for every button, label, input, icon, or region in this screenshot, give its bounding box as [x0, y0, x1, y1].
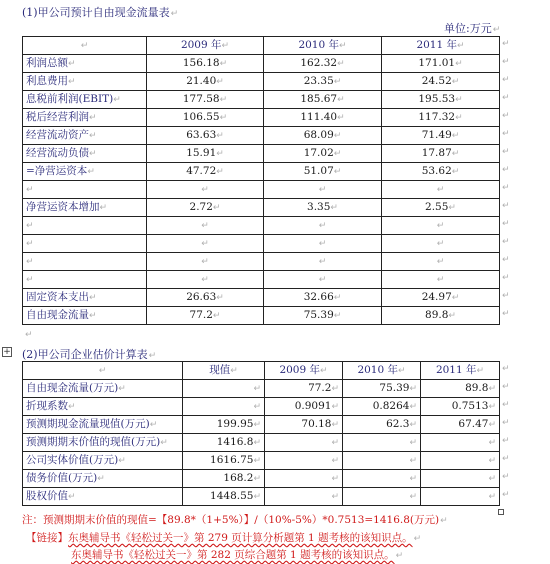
cell-value: ↵ — [343, 434, 421, 452]
cell-value: 1448.55↵ — [183, 488, 265, 506]
table-row — [23, 253, 500, 271]
row-label: 公司实体价值(万元)↵ — [23, 452, 183, 470]
row-label: ↵ — [23, 217, 147, 235]
row-end-mark: ↵ — [502, 490, 510, 500]
column-header: 2010 年↵ — [343, 362, 421, 380]
cell-value: ↵ — [343, 488, 421, 506]
cell-value: 0.8264↵ — [343, 398, 421, 416]
cell-value: 199.95↵ — [183, 416, 265, 434]
row-end-mark: ↵ — [502, 418, 510, 428]
cell-value: 0.9091↵ — [265, 398, 343, 416]
cell-value: ↵ — [147, 235, 264, 253]
table1-unit: 单位:万元↵ — [444, 22, 501, 35]
row-label: 股权价值↵ — [23, 488, 183, 506]
cell-value: ↵ — [147, 217, 264, 235]
cell-value: 24.97↵ — [382, 289, 500, 307]
table-row — [23, 380, 500, 398]
note-link-1: 【链接】东奥辅导书《轻松过关一》第 279 页计算分析题第 1 题考核的该知识点。↵ — [26, 532, 422, 544]
cell-value: 51.07↵ — [264, 163, 382, 181]
cell-value: ↵ — [183, 398, 265, 416]
cell-value: 195.53↵ — [382, 91, 500, 109]
cell-value: 177.58↵ — [147, 91, 264, 109]
cell-value: 15.91↵ — [147, 145, 264, 163]
table-row — [23, 271, 500, 289]
row-label: 债务价值(万元)↵ — [23, 470, 183, 488]
cell-value: 53.62↵ — [382, 163, 500, 181]
cell-value: 185.67↵ — [264, 91, 382, 109]
cell-value: ↵ — [421, 470, 500, 488]
row-label: 预测期现金流量现值(万元)↵ — [23, 416, 183, 434]
row-label: 税后经营利润↵ — [23, 109, 147, 127]
cell-value: ↵ — [421, 488, 500, 506]
table-row — [23, 217, 500, 235]
cell-value: 17.02↵ — [264, 145, 382, 163]
row-end-mark: ↵ — [502, 237, 510, 247]
row-label: 净营运资本增加↵ — [23, 199, 147, 217]
cell-value: ↵ — [421, 434, 500, 452]
cell-value: 71.49↵ — [382, 127, 500, 145]
cell-value: 70.18↵ — [265, 416, 343, 434]
note-link-2: 东奥辅导书《轻松过关一》第 282 页综合题第 1 题考核的该知识点。↵ — [71, 549, 404, 561]
cell-value: ↵ — [382, 271, 500, 289]
cell-value: ↵ — [264, 217, 382, 235]
cell-value: 77.2↵ — [147, 307, 264, 325]
row-end-mark: ↵ — [502, 436, 510, 446]
table-row — [23, 109, 500, 127]
cell-value: ↵ — [382, 181, 500, 199]
column-header: 2011 年↵ — [382, 37, 500, 55]
cell-value: ↵ — [147, 271, 264, 289]
row-end-mark: ↵ — [502, 291, 510, 301]
table-row — [23, 307, 500, 325]
row-label: ↵ — [23, 235, 147, 253]
table-row — [23, 398, 500, 416]
row-end-mark: ↵ — [502, 255, 510, 265]
cell-value: ↵ — [421, 452, 500, 470]
row-end-mark: ↵ — [502, 454, 510, 464]
cell-value: 89.8↵ — [382, 307, 500, 325]
table1-title: (1)甲公司预计自由现金流量表↵ — [22, 6, 179, 19]
free-cash-flow-table — [22, 36, 500, 325]
cell-value: ↵ — [183, 380, 265, 398]
cell-value: 26.63↵ — [147, 289, 264, 307]
cell-value: ↵ — [343, 470, 421, 488]
cell-value: ↵ — [265, 434, 343, 452]
cell-value: ↵ — [147, 181, 264, 199]
table-move-handle-icon[interactable]: + — [3, 347, 11, 357]
row-end-mark: ↵ — [502, 129, 510, 139]
row-label: =净营运资本↵ — [23, 163, 147, 181]
cell-value: ↵ — [343, 452, 421, 470]
table-row — [23, 235, 500, 253]
table-header-row — [23, 362, 500, 380]
cell-value: 2.72↵ — [147, 199, 264, 217]
cell-value: 17.87↵ — [382, 145, 500, 163]
cell-value: 106.55↵ — [147, 109, 264, 127]
cell-value: 1616.75↵ — [183, 452, 265, 470]
cell-value: ↵ — [147, 253, 264, 271]
cell-value: ↵ — [264, 253, 382, 271]
cell-value: ↵ — [265, 470, 343, 488]
column-header: 2009 年↵ — [265, 362, 343, 380]
cell-value: 24.52↵ — [382, 73, 500, 91]
row-end-mark: ↵ — [502, 201, 510, 211]
row-end-mark: ↵ — [502, 219, 510, 229]
cell-value: 168.2↵ — [183, 470, 265, 488]
row-label: 预测期期末价值的现值(万元)↵ — [23, 434, 183, 452]
row-end-mark: ↵ — [502, 75, 510, 85]
table-row — [23, 199, 500, 217]
row-label: 利息费用↵ — [23, 73, 147, 91]
cell-value: 1416.8↵ — [183, 434, 265, 452]
row-end-mark: ↵ — [502, 147, 510, 157]
row-label: 息税前利润(EBIT)↵ — [23, 91, 147, 109]
column-header: 2011 年↵ — [421, 362, 500, 380]
cell-value: ↵ — [264, 271, 382, 289]
row-end-mark: ↵ — [502, 400, 510, 410]
cell-value: 21.40↵ — [147, 73, 264, 91]
cell-value: 89.8↵ — [421, 380, 500, 398]
column-header: 2010 年↵ — [264, 37, 382, 55]
column-header: 现值↵ — [183, 362, 265, 380]
table-row — [23, 434, 500, 452]
row-label: 折现系数↵ — [23, 398, 183, 416]
row-label: ↵ — [23, 181, 147, 199]
row-label: 经营流动资产↵ — [23, 127, 147, 145]
cell-value: 62.3↵ — [343, 416, 421, 434]
row-end-mark: ↵ — [502, 183, 510, 193]
table2-title: (2)甲公司企业估价计算表↵ — [22, 348, 157, 361]
column-header: ↵ — [23, 37, 147, 55]
table-row — [23, 163, 500, 181]
cell-value: ↵ — [264, 181, 382, 199]
row-end-mark: ↵ — [502, 93, 510, 103]
row-end-mark: ↵ — [502, 39, 510, 49]
cell-value: 0.7513↵ — [421, 398, 500, 416]
cell-value: 32.66↵ — [264, 289, 382, 307]
cell-value: 171.01↵ — [382, 55, 500, 73]
table-header-row — [23, 37, 500, 55]
table-row — [23, 73, 500, 91]
cell-value: 117.32↵ — [382, 109, 500, 127]
row-end-mark: ↵ — [502, 111, 510, 121]
table-row — [23, 470, 500, 488]
table-row — [23, 289, 500, 307]
table-row — [23, 91, 500, 109]
cell-value: ↵ — [382, 253, 500, 271]
row-label: 经营流动负债↵ — [23, 145, 147, 163]
cell-value: 77.2↵ — [265, 380, 343, 398]
cell-value: 75.39↵ — [264, 307, 382, 325]
cell-value: 68.09↵ — [264, 127, 382, 145]
row-label: 固定资本支出↵ — [23, 289, 147, 307]
cell-value: 75.39↵ — [343, 380, 421, 398]
paragraph-mark: ↵ — [25, 330, 33, 340]
table-row — [23, 127, 500, 145]
note-formula: 注：预测期期末价值的现值=【89.8*（1+5%）】/（10%-5%）*0.7513=1416.8(万元)↵ — [22, 514, 448, 526]
cell-value: ↵ — [382, 235, 500, 253]
row-label: ↵ — [23, 253, 147, 271]
row-label: 利润总额↵ — [23, 55, 147, 73]
cell-value: 2.55↵ — [382, 199, 500, 217]
row-end-mark: ↵ — [502, 472, 510, 482]
table-row — [23, 416, 500, 434]
row-end-mark: ↵ — [502, 273, 510, 283]
cell-value: ↵ — [264, 235, 382, 253]
row-end-mark: ↵ — [502, 309, 510, 319]
table-row — [23, 145, 500, 163]
cell-value: 47.72↵ — [147, 163, 264, 181]
row-label: 自由现金流量↵ — [23, 307, 147, 325]
table-resize-handle[interactable] — [498, 509, 504, 515]
table-row — [23, 452, 500, 470]
row-end-mark: ↵ — [502, 364, 510, 374]
cell-value: ↵ — [265, 452, 343, 470]
table-row — [23, 55, 500, 73]
column-header: ↵ — [23, 362, 183, 380]
row-label: 自由现金流量(万元)↵ — [23, 380, 183, 398]
valuation-table — [22, 361, 500, 506]
row-end-mark: ↵ — [502, 57, 510, 67]
row-end-mark: ↵ — [502, 165, 510, 175]
cell-value: 3.35↵ — [264, 199, 382, 217]
cell-value: 156.18↵ — [147, 55, 264, 73]
cell-value: 63.63↵ — [147, 127, 264, 145]
column-header: 2009 年↵ — [147, 37, 264, 55]
cell-value: 67.47↵ — [421, 416, 500, 434]
cell-value: ↵ — [265, 488, 343, 506]
table-row — [23, 488, 500, 506]
cell-value: 23.35↵ — [264, 73, 382, 91]
cell-value: 111.40↵ — [264, 109, 382, 127]
row-label: ↵ — [23, 271, 147, 289]
row-end-mark: ↵ — [502, 382, 510, 392]
cell-value: ↵ — [382, 217, 500, 235]
cell-value: 162.32↵ — [264, 55, 382, 73]
table-row — [23, 181, 500, 199]
